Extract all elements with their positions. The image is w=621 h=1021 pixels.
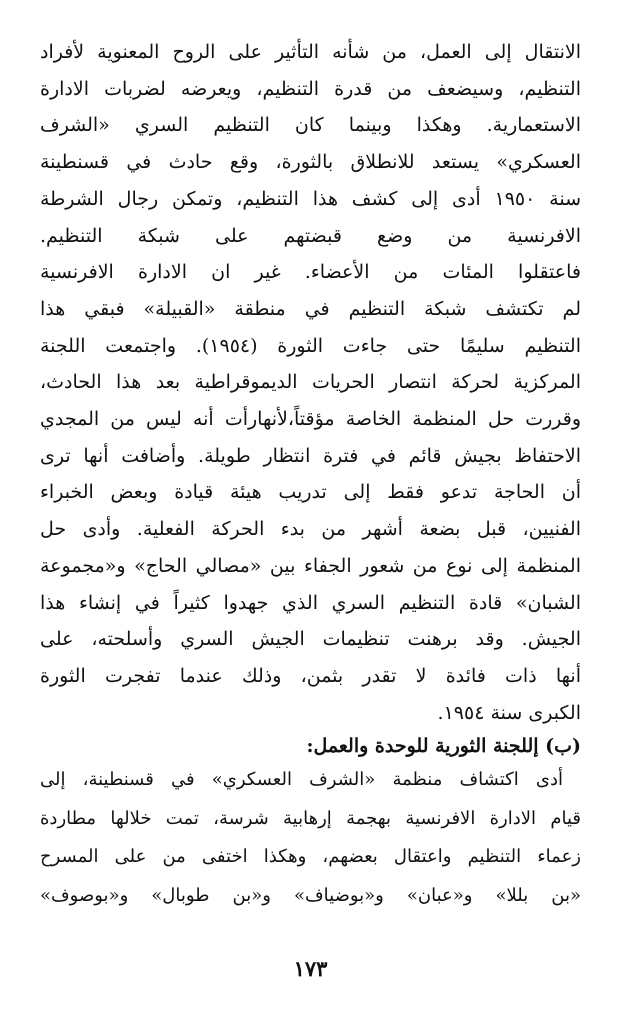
section-heading: (ب) إللجنة الثورية للوحدة والعمل: [306, 735, 581, 758]
text-line: «بن بللا» و«عبان» و«بوضياف» و«بن طوبال» و«بوصوف» [40, 884, 581, 906]
page-number: ١٧٣ [293, 956, 328, 981]
text-line: المنظمة إلى نوع من شعور الجفاء بين «مصالي الحاج» و«مجموعة [40, 554, 581, 577]
text-line: الشبان» قادة التنظيم السري الذي جهدوا كثيراً في إنشاء هذا [40, 591, 581, 614]
text-line: الاحتفاظ بجيش قائم في فترة انتظار طويلة. وأضافت أنها ترى [40, 444, 581, 467]
text-line: الافرنسية من وضع قبضتهم على شبكة التنظيم. [40, 224, 581, 247]
text-line: فاعتقلوا المئات من الأعضاء. غير ان الادارة الافرنسية [40, 261, 581, 284]
text-line: أنها ذات فائدة لا تقدر بثمن، وذلك عندما تفجرت الثورة [40, 664, 581, 687]
text-line: الكبرى سنة ١٩٥٤. [437, 701, 581, 724]
text-line: الاستعمارية. وهكذا وبينما كان التنظيم السري «الشرف [40, 114, 581, 137]
text-line: العسكري» يستعد للانطلاق بالثورة، وقع حادث في قسنطينة [40, 151, 581, 174]
text-line: التنظيم سليمًا حتى جاءت الثورة (١٩٥٤). واجتمعت اللجنة [40, 334, 581, 357]
text-line: الجيش. وقد برهنت تنظيمات الجيش السري وأسلحته، على [40, 628, 581, 651]
body-paragraph-1 [40, 34, 581, 731]
text-line: أن الحاجة تدعو فقط إلى تدريب هيئة قيادة وبعض الخبراء [40, 481, 581, 504]
text-line: لم تكتشف شبكة التنظيم في منطقة «القبيلة» فبقي هذا [40, 297, 581, 320]
text-line: المركزية لحركة انتصار الحريات الديموقراطية بعد هذا الحادث، [40, 371, 581, 394]
text-line: قيام الادارة الافرنسية بهجمة إرهابية شرسة، تمت خلالها مطاردة [40, 807, 581, 829]
text-line: الانتقال إلى العمل، من شأنه التأثير على الروح المعنوية لأفراد [40, 41, 581, 63]
book-page [40, 34, 581, 987]
text-line: التنظيم، وسيضعف من قدرة التنظيم، ويعرضه لضربات الادارة [40, 77, 581, 100]
text-line: سنة ١٩٥٠ أدى إلى كشف هذا التنظيم، وتمكن رجال الشرطة [40, 187, 581, 210]
text-line: الفنيين، قبل بضعة أشهر من بدء الحركة الفعلية. وأدى حل [40, 518, 581, 541]
body-paragraph-2 [40, 761, 581, 915]
text-line: أدى اكتشاف منظمة «الشرف العسكري» في قسنطينة، إلى [40, 769, 563, 791]
text-line: زعماء التنظيم واعتقال بعضهم، وهكذا اختفى من على المسرح [40, 846, 581, 868]
text-line: وقررت حل المنظمة الخاصة مؤقتاً،لأنهارأت أنه ليس من المجدي [40, 408, 581, 431]
